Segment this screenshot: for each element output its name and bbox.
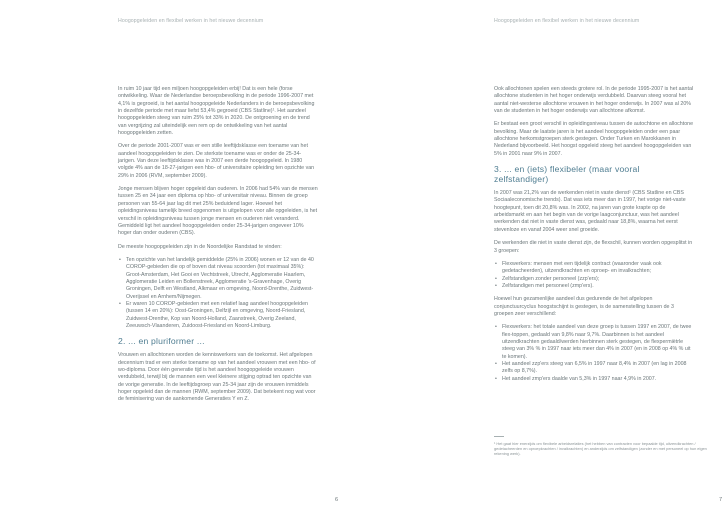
section-heading: 3. ... en (iets) flexibeler (maar vooral zelfstandiger): [494, 164, 640, 185]
list-item-text: Flexwerkers: mensen met een tijdelijk contract (waaronder vaak ook gedetacheerden), uitzendkrachten en oproep- en invalkrachten;: [502, 260, 662, 275]
bullet-list: [494, 261, 694, 290]
footnote: ¹ Het gaat hier enerzijds om flexibele arbeidsrelaties (het hebben van contracten voor bepaalde tijd, uitzendkrachten / gedetacheerden en oproepkrachten / invalkrachten) en anderzijds om zelfstandigen (zonder en met personeel op hun eigen rekening werk).: [494, 441, 707, 457]
list-item: [118, 257, 318, 301]
list-item-text: Zelfstandigen zonder personeel (zzp'ers);: [502, 275, 600, 282]
page-number: 6: [335, 497, 339, 503]
list-item-text: Flexwerkers: het totale aandeel van deze groep is tussen 1997 en 2007, de twee flex-toppen, gedaald van 9,8% naar 9,7%. Daarbinnen is het aandeel uitzendkrachten gedaald/werden hierbinnen sterk gestegen, de flexpermiëtrle steeg van 3% % in 1997 naar iets meer dan 4% in 2007 (en in 2008 op 4% % uit te komen).: [502, 324, 692, 360]
left-text-column: [118, 86, 318, 410]
paragraph: In 2007 was 21,2% van de werkenden niet in vaste dienst¹ (CBS Statline en CBS Sociaaleconomische trends). Dat was iets meer dan in 1997, het vorige niet-vaste hoogtepunt, toen dit 20,8% was. In 2002, na jaren van grote krapte op de arbeidsmarkt en aan het begin van de vorige laagconjunctuur, was het aandeel werkenden dat niet in vaste dienst was, gedaald naar 18,8%, waarna het eerst stevenloze en vanaf 2004 weer snel groeide.: [494, 190, 686, 233]
footnote-rule: [494, 436, 504, 437]
list-item: [494, 283, 694, 290]
bullet-icon: •: [495, 282, 497, 289]
list-item-text: Het aandeel zmp'ers daalde van 5,3% in 1997 naar 4,9% in 2007.: [502, 375, 657, 382]
paragraph: Jonge mensen blijven hoger opgeleid dan ouderen. In 2006 had 54% van de mensen tussen 25 en 34 jaar een diploma op hbo- of universitair niveau. Binnen de groep personen van 55-64 jaar lag dit met 25% beduidend lager. Hoewel het opleidingsniveau tamelijk breed opgenomen is uitgelopen voor alle opgeleiden, is het verschil in opleidingsniveau tussen jonge mensen en ouderen niet veranderd. Gemiddeld ligt het aandeel hoogopgeleiden onder 25-34-jarigen ongeveer 10% hoger dan onder ouderen (CBS).: [118, 186, 318, 237]
paragraph: Er bestaat een groot verschil in opleidingsniveau tussen de autochtone en allochtone bevolking. Maar de laatste jaren is het aandeel hoogopgeleiden onder een paar allochtone herkomstgroepen sterk gestegen. Onder Turken en Marokkanen in Nederland bijvoorbeeld. Het hoogst opgeleid steeg het aandeel hoogopgeleiden van 5% in 2001 naar 9% in 2007.: [494, 121, 694, 157]
list-item-text: Ten opzichte van het landelijk gemiddelde (25% in 2006) wonen er 12 van de 40 COROP-gebieden die op of boven dat niveau scoorden (tot maximaal 35%): Groot-Amsterdam, Het Gooi en Vechtstreek, Utrecht, Agglomeratie Haarlem, Agglomeratie Leiden en Bollenstreek, Agglomeratie 's-Gravenhage, Overig Groningen, Delft en Westland, Alkmaar en omgeving, Noord-Drenthe, Zuidwest-Overijssel en Arnhem/Nijmegen.: [126, 256, 314, 300]
right-text-column: [494, 86, 694, 389]
paragraph: Ook allochtonen spelen een steeds grotere rol. In de periode 1995-2007 is het aantal allochtone studenten in het hoger onderwijs verdubbeld. Daarvan steeg vooral het aantal niet-westerse allochtone vrouwen in het hoger onderwijs. In 2007 was al 20% van de studenten in het hoger onderwijs van allochtone afkomst.: [494, 86, 694, 115]
bullet-icon: •: [495, 360, 497, 367]
bullet-list: [494, 324, 694, 383]
running-head: Hoogopgeleiden en flexibel werken in het nieuwe decennium: [494, 18, 640, 24]
bullet-icon: •: [495, 260, 497, 267]
bullet-icon: •: [119, 300, 121, 307]
bullet-list: [118, 257, 318, 330]
page-number: 7: [719, 497, 723, 503]
section-heading: 2. ... en pluriformer ...: [118, 336, 205, 347]
bullet-icon: •: [495, 324, 497, 331]
list-item: [494, 261, 694, 276]
list-item-text: Zelfstandigen met personeel (zmp'ers).: [502, 282, 594, 289]
list-item-text: Er waren 10 COROP-gebieden met een relatief laag aandeel hoogopgeleiden (tussen 14 en 20%): Oost-Groningen, Delfzijl en omgeving, Noord-Friesland, Zuidwest-Drenthe, Kop van Noord-Holland, Zaanstreek, Overig Zeeland, Zeeuwsch-Vlaanderen, Zuidoost-Friesland en Noord-Limburg.: [126, 300, 308, 329]
list-item-text: Het aandeel zzp'ers steeg van 6,5% in 1997 naar 8,4% in 2007 (en lag in 2008 zelfs op 8,7%).: [502, 360, 687, 375]
bullet-icon: •: [495, 375, 497, 382]
bullet-icon: •: [119, 256, 121, 263]
list-item: [494, 361, 694, 376]
list-item: [494, 376, 694, 383]
paragraph: Over de periode 2001-2007 was er een stille leeftijdsklasse een toename van het aandeel hoogopgeleiden te zien. De sterkste toename was er onder de 25-34-jarigen. Van deze leeftijdsklasse was in 2007 een derde hoogopgeleid. In 1980 volgde 4% aan de 18-27-jarigen een hbo- of universitaire opleiding ten opzichte van 29% in 2006 (RVM, september 2009).: [118, 143, 315, 179]
list-item: [118, 301, 318, 330]
paragraph: De werkenden die niet in vaste dienst zijn, de flexschil, kunnen worden opgesplitst in 3 groepen:: [494, 240, 693, 254]
paragraph: In ruim 10 jaar tijd een miljoen hoogopgeleiden erbij! Dat is een hele (forse ontwikkeling. Waar de Nederlandse beroepsbevolking in de periode 1996-2007 met 4,1% is gegroeid, is het aantal hoogopgeleide Nederlanders in de beroepsbevolking in dezelfde periode met maar liefst 53,4% gegroeid (CBS Statline)¹. Het aandeel hoogopgeleiden steeg van ruim 25% tot 33% in 2020. De ontgroening en de trend van vergrijzing zal uiteindelijk een rem op de ontwikkeling van het aantal hoogopgeleiden zetten.: [118, 86, 315, 137]
paragraph: Vrouwen en allochtonen worden de kenniswerkers van de toekomst. Het afgelopen decennium trad er een sterke toename op van het aandeel vrouwen met een hbo- of wo-diploma. Door één generatie tijd is het aandeel hoogopgeleide vrouwen verdubbeld, terwijl bij de mannen een veel kleinere stijging optrad ten opzichte van de vorige generatie. In de leeftijdsgroep van 25-34 jaar zijn de vrouwen inmiddels hoger opgeleid dan de mannen (RWM, september 2009). Dat betekent nog wat voor de feminisering van de aankomende Generaties Y en Z.: [118, 352, 316, 403]
list-item: [494, 276, 694, 283]
bullet-icon: •: [495, 275, 497, 282]
running-head: Hoogopgeleiden en flexibel werken in het nieuwe decennium: [118, 18, 264, 24]
paragraph: Hoewel hun gezamenlijke aandeel dus gedurende de het afgelopen conjunctuurcyclus hoogstschijnt is gestegen, is de samenstelling tussen de 3 groepen zeer verschillend:: [494, 296, 674, 317]
right-page: [364, 0, 728, 515]
paragraph: De meeste hoogopgeleiden zijn in de Noordelijke Randstad te vinden:: [118, 243, 282, 250]
list-item: [494, 324, 694, 361]
